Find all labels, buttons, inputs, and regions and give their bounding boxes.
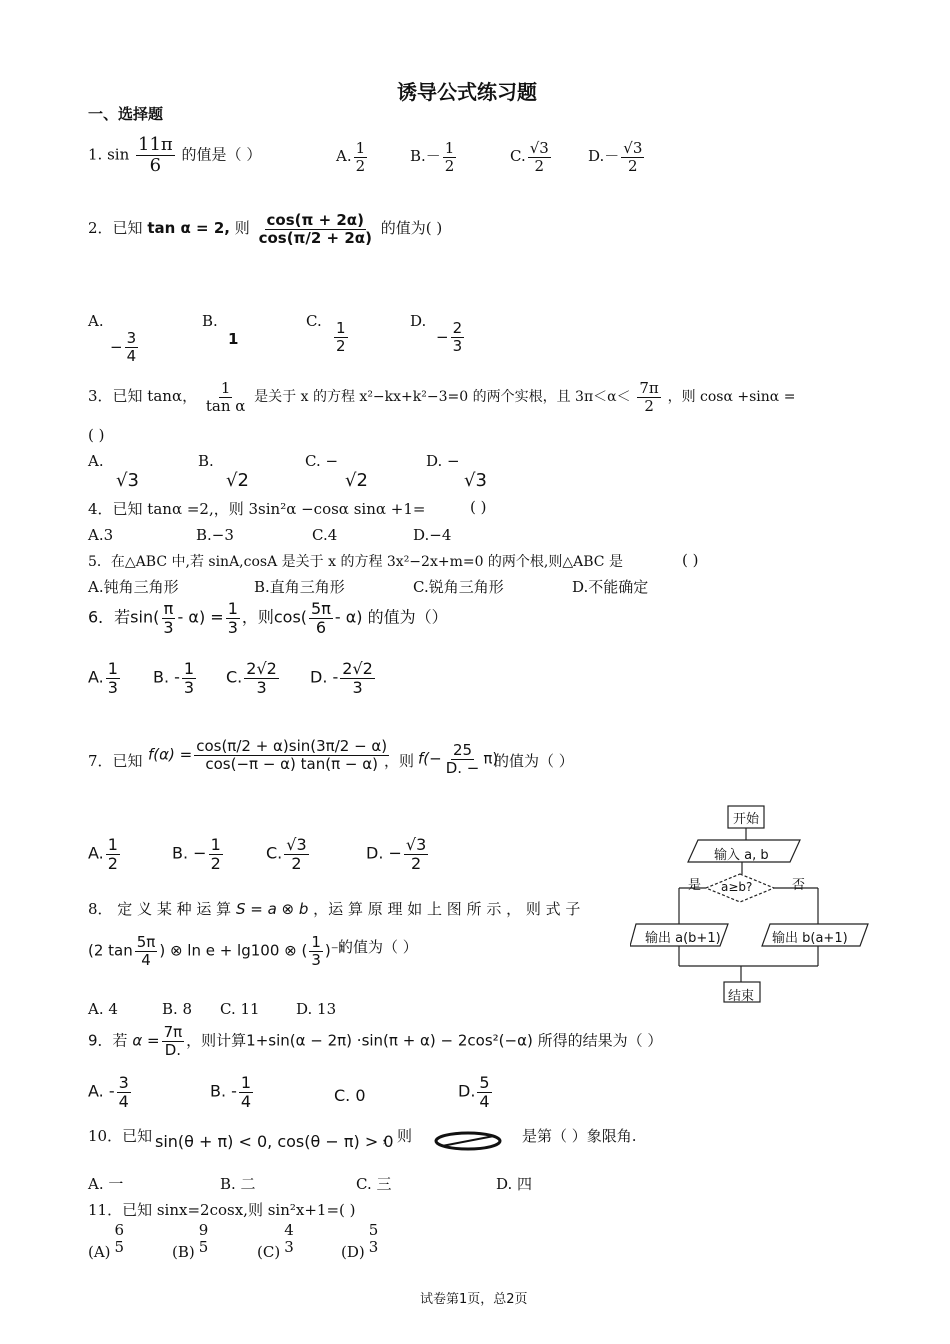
q1-c-den: 2 — [534, 156, 545, 175]
q8-expr: (2 tan — [88, 941, 133, 960]
q11-c-den: 3 — [284, 1237, 294, 1256]
q4-option-b: B.−3 — [196, 526, 234, 544]
q6-d1: 3 — [163, 617, 174, 637]
q6-lead: 6．若sin( — [88, 607, 160, 627]
q9-b-num: 1 — [240, 1073, 252, 1092]
q1-c-label: C. — [510, 147, 526, 165]
q7-b-frac — [209, 836, 223, 872]
q5-option-c: C.锐角三角形 — [413, 578, 504, 596]
q8-option-a: A. 4 — [88, 1000, 118, 1018]
q6-mid2: ，则cos( — [241, 607, 308, 627]
q3-lead: 3．已知 tanα， — [88, 387, 198, 405]
q3-mid: 是关于 x 的方程 x²−kx+k²−3=0 的两个实根，且 3π＜α＜ — [254, 389, 631, 405]
q10-option-d: D. 四 — [496, 1175, 533, 1193]
q3-option-d — [426, 452, 487, 491]
q7-eval-frac — [444, 742, 482, 776]
q10-option-c: C. 三 — [356, 1175, 392, 1193]
q3-d-value: √3 — [464, 470, 487, 491]
q2-d-value: − $\frac{2}{3}$ — [436, 319, 463, 355]
q7-den: cos(−π − α) tan(π − α) — [205, 754, 378, 773]
q11-option-d — [341, 1221, 382, 1261]
page-title: 诱导公式练习题 — [397, 80, 537, 104]
q1-option-a — [336, 140, 369, 174]
q7-function — [148, 738, 391, 772]
q11-a-frac — [113, 1222, 127, 1255]
q1-a-num: 1 — [355, 139, 366, 157]
q1-b-label: B.－ — [410, 147, 441, 165]
q7-eval — [418, 742, 498, 776]
q9-option-b — [210, 1074, 255, 1110]
q5-answer-paren: ( ) — [682, 551, 699, 569]
q3-a-value: √3 — [116, 470, 139, 491]
question-11: 11．已知 sinx=2cosx,则 sin²x+1=( ) — [88, 1201, 356, 1219]
q6-n3: 5π — [311, 599, 331, 618]
question-3 — [88, 380, 795, 414]
q2-b-value: 1 — [228, 330, 239, 348]
q3-answer-paren: ( ) — [88, 426, 105, 444]
q3-b-value: √2 — [226, 470, 249, 491]
q2-a-num: 3 — [126, 329, 137, 347]
q6-b-num: 1 — [183, 659, 195, 678]
q2-option-a — [88, 312, 137, 365]
q6-c-label: C. — [226, 667, 243, 687]
question-6 — [88, 600, 448, 636]
question-2 — [88, 212, 442, 246]
q1-fraction — [136, 135, 175, 176]
q7-d: D. − — [445, 758, 480, 777]
q6-d-num: 2√2 — [342, 659, 373, 678]
q11-b-label: (B) — [172, 1242, 195, 1261]
q3-c-value: √2 — [345, 470, 368, 491]
q3-tail: ，则 cosα +sinα = — [667, 389, 796, 405]
q9-a-num: 3 — [118, 1073, 129, 1092]
q7-a-den: 2 — [107, 853, 118, 873]
q6-n1: π — [163, 599, 174, 618]
q7-f2: f(− — [418, 749, 442, 768]
q2-option-d — [410, 312, 463, 364]
q7-fraction — [194, 738, 389, 772]
q3-d-label: D. − — [426, 452, 460, 470]
q1-b-den: 2 — [444, 156, 455, 175]
q8-option-c: C. 11 — [220, 1000, 260, 1018]
q7-option-c — [266, 836, 311, 872]
q1-frac-num: 11π — [138, 134, 173, 155]
q9-option-d — [458, 1074, 494, 1110]
q6-b-frac — [182, 660, 196, 696]
q1-option-d — [588, 140, 646, 174]
q6-d-den: 3 — [352, 677, 363, 697]
q11-d-num: 5 — [368, 1221, 379, 1239]
q6-frac-2 — [226, 600, 240, 636]
q1-a-frac — [354, 140, 368, 174]
q6-a-frac — [106, 660, 120, 696]
q11-d-frac — [367, 1222, 381, 1255]
q7-a-label: A. — [88, 843, 104, 863]
q8-expression — [88, 934, 345, 968]
q3-bound-num: 7π — [639, 379, 659, 397]
q9-b-label: B. - — [210, 1081, 237, 1101]
q4-option-a: A.3 — [88, 526, 114, 544]
q4-option-d: D.−4 — [413, 526, 452, 544]
q1-d-frac — [621, 140, 644, 174]
flow-start-label: 开始 — [733, 812, 760, 827]
q2-lead: 2．已知 — [88, 219, 143, 237]
q1-lead: 1. sin — [88, 145, 130, 164]
q2-a-den: 4 — [126, 346, 137, 365]
q11-c-num: 4 — [284, 1221, 294, 1239]
question-9 — [88, 1024, 662, 1058]
flow-end-label: 结束 — [728, 989, 755, 1004]
q2-d-label: D. — [410, 312, 427, 330]
q9-option-a — [88, 1074, 133, 1110]
page-footer: 试卷第1页，总2页 — [420, 1292, 528, 1307]
flowchart — [630, 800, 875, 1010]
q11-d-den: 3 — [368, 1237, 379, 1256]
q2-condition: tan α = 2, — [147, 219, 230, 237]
q1-a-den: 2 — [355, 156, 366, 175]
q7-b-num: 1 — [210, 835, 221, 854]
q2-then: 则 — [234, 219, 250, 237]
q8-text2: ，运 算 原 理 如 上 图 所 示 ， 则 式 子 — [313, 900, 581, 918]
flow-no-label: 否 — [792, 878, 806, 893]
q2-d-frac — [451, 320, 465, 354]
q6-d-label: D. — [310, 667, 328, 687]
q6-tail: - α) 的值为（） — [334, 607, 448, 627]
q9-a-den: 4 — [118, 1091, 129, 1111]
q9-alpha: α = — [132, 1031, 160, 1050]
q11-c-label: (C) — [257, 1242, 281, 1261]
flow-condition-label: a≥b? — [721, 880, 753, 894]
flow-input-label: 输入 a, b — [714, 848, 769, 863]
q1-b-num: 1 — [444, 139, 455, 157]
q11-a-label: (A) — [88, 1242, 111, 1261]
q8-option-b: B. 8 — [162, 1000, 193, 1018]
q9-option-c: C. 0 — [334, 1086, 366, 1105]
q1-option-b — [410, 140, 458, 174]
q9-b-den: 4 — [240, 1091, 252, 1111]
q7-c-frac — [284, 836, 308, 872]
q3-option-b — [198, 452, 249, 491]
q9-expr: 1+sin(α − 2π) ·sin(π + α) − 2cos²(−α) — [246, 1031, 533, 1050]
q2-d-den: 3 — [452, 336, 463, 355]
q8-text: 8． 定 义 某 种 运 算 — [88, 900, 232, 918]
q2-option-b — [202, 312, 239, 348]
q6-c-num: 2√2 — [246, 659, 277, 678]
q9-d-den: 4 — [479, 1091, 490, 1111]
q2-c-label: C. — [306, 312, 322, 330]
q3-bound-frac — [637, 380, 660, 414]
q7-lead: 7．已知 — [88, 752, 143, 770]
q2-option-c — [306, 312, 346, 364]
q9-lead: 9．若 — [88, 1031, 128, 1050]
q11-b-num: 9 — [198, 1221, 209, 1239]
q6-option-b: B. - $\frac{1}{3}$ — [153, 659, 195, 697]
q6-d3: 6 — [315, 617, 327, 637]
q1-c-num: √3 — [529, 139, 549, 157]
q9-tail: 所得的结果为（ ） — [537, 1031, 663, 1050]
q6-mid1: - α) = — [177, 607, 224, 627]
q6-d-frac — [340, 660, 375, 696]
q3-bound-den: 2 — [644, 396, 654, 415]
q7-tail: 的值为（ ） — [494, 752, 574, 770]
q1-d-den: 2 — [628, 156, 638, 175]
question-5: 5．在△ABC 中,若 sinA,cosA 是关于 x 的方程 3x²−2x+m=0 的两个根,则△ABC 是 — [88, 554, 623, 570]
q7-n: 25 — [452, 741, 473, 759]
q7-then: ，则 — [384, 752, 415, 770]
q11-b-frac — [197, 1222, 211, 1255]
flow-output-2-label: 输出 b(a+1) — [772, 931, 848, 946]
q2-tail: 的值为( ) — [380, 219, 443, 237]
q9-d-frac — [477, 1074, 491, 1110]
q3-c-label: C. − — [305, 452, 339, 470]
question-1 — [88, 135, 261, 176]
q8-in: 1 — [311, 933, 321, 951]
q6-frac-1 — [161, 600, 175, 636]
q6-a-num: 1 — [107, 659, 118, 678]
q3-b-label: B. — [198, 452, 214, 470]
q11-c-frac — [282, 1222, 296, 1255]
q7-d-label: D. − — [366, 843, 402, 863]
q9-d-num: 5 — [479, 1073, 490, 1092]
q3-fraction — [204, 380, 248, 414]
q9-b-frac — [239, 1074, 253, 1110]
q1-d-label: D.－ — [588, 147, 620, 165]
q6-n2: 1 — [227, 599, 238, 618]
q11-option-c — [257, 1221, 298, 1261]
q9-a-label: A. - — [88, 1081, 115, 1101]
q2-c-frac — [334, 320, 348, 354]
q6-c-frac — [244, 660, 279, 696]
q3-a-label: A. — [88, 452, 104, 470]
q7-f2tail: π) — [483, 749, 499, 768]
q11-d-label: (D) — [341, 1242, 365, 1261]
q3-frac-den: tan α — [205, 396, 246, 415]
q2-d-num: 2 — [452, 319, 463, 337]
q8-ed: 4 — [141, 950, 151, 969]
q6-d2: 3 — [227, 617, 238, 637]
flow-yes-label: 是 — [688, 878, 702, 893]
q7-d-frac — [404, 836, 428, 872]
q10-option-a: A. 一 — [88, 1175, 124, 1193]
q9-n: 7π — [163, 1023, 183, 1041]
q7-a-frac — [106, 836, 120, 872]
q8-frac-2 — [309, 934, 323, 968]
q7-c-num: √3 — [286, 835, 307, 854]
q4-option-c: C.4 — [312, 526, 338, 544]
q1-a-label: A. — [336, 147, 352, 165]
q3-frac-num: 1 — [220, 379, 231, 397]
q6-a-label: A. — [88, 667, 104, 687]
q3-option-a — [88, 452, 139, 491]
q7-option-a — [88, 836, 122, 872]
q7-c-label: C. — [266, 843, 283, 863]
q2-fraction — [257, 212, 374, 246]
q7-num: cos(π/2 + α)sin(3π/2 − α) — [196, 737, 388, 755]
question-4: 4．已知 tanα =2,，则 3sin²α −cosα sinα +1= — [88, 500, 426, 518]
q10-tail: 是第（ ）象限角. — [522, 1127, 637, 1145]
section-heading: 一、选择题 — [88, 105, 164, 123]
q2-a-label: A. — [88, 312, 104, 330]
q6-option-c — [226, 660, 281, 696]
q2-a-frac — [125, 330, 139, 364]
q7-f: f(α) = — [148, 745, 193, 764]
q6-b-label: B. — [153, 667, 170, 687]
q8-expr3: )⁻¹ — [324, 941, 345, 960]
q10-then: ，则 — [382, 1127, 413, 1145]
q9-a-frac — [117, 1074, 131, 1110]
q8-option-d: D. 13 — [296, 1000, 337, 1018]
q10-condition: sin(θ + π) < 0, cos(θ − π) > 0 — [155, 1132, 394, 1151]
q6-c-den: 3 — [256, 677, 267, 697]
q2-b-label: B. — [202, 312, 218, 330]
q10-garbled-formula-image — [432, 1128, 504, 1154]
q1-frac-den: 6 — [149, 154, 162, 176]
q7-c-den: 2 — [291, 853, 302, 873]
q6-b-den: 3 — [183, 677, 195, 697]
q4-answer-paren: ( ) — [470, 498, 487, 516]
q8-en: 5π — [136, 933, 156, 951]
q1-option-c — [510, 140, 553, 174]
q7-d-den: 2 — [411, 853, 422, 873]
q7-b-label: B. − — [172, 843, 207, 863]
q9-mid: ，则计算 — [186, 1031, 247, 1050]
q7-option-b — [172, 836, 225, 872]
q1-c-frac — [528, 140, 551, 174]
q9-frac — [162, 1024, 185, 1058]
q2-c-num: 1 — [336, 319, 346, 337]
q8-tail: 的值为（ ） — [338, 938, 418, 956]
q3-option-c — [305, 452, 368, 491]
q10-lead: 10．已知 — [88, 1127, 153, 1145]
q11-a-num: 6 — [114, 1221, 125, 1239]
q6-option-d: D. - $\frac{2√2}{3}$ — [310, 659, 373, 697]
q11-b-den: 5 — [198, 1237, 209, 1256]
q2-den: cos(π/2 + 2α) — [258, 228, 372, 247]
q5-option-b: B.直角三角形 — [254, 578, 345, 596]
q10-option-b: B. 二 — [220, 1175, 256, 1193]
q1-b-frac — [443, 140, 457, 174]
question-8 — [88, 898, 580, 919]
q7-option-d — [366, 836, 430, 872]
q7-a-num: 1 — [107, 835, 118, 854]
q5-option-d: D.不能确定 — [572, 578, 649, 596]
q9-d: D. — [164, 1040, 182, 1059]
flow-output-1-label: 输出 a(b+1) — [645, 931, 721, 946]
q5-option-a: A.钝角三角形 — [88, 578, 179, 596]
q2-a-value: − $\frac{3}{4}$ — [110, 329, 137, 365]
q2-num: cos(π + 2α) — [266, 211, 364, 229]
q9-d-label: D. — [458, 1081, 476, 1101]
q11-option-b — [172, 1221, 212, 1261]
q7-b-den: 2 — [210, 853, 221, 873]
q6-frac-3 — [309, 600, 333, 636]
q11-option-a — [88, 1221, 128, 1261]
q8-id: 3 — [311, 950, 321, 969]
q6-a-den: 3 — [107, 677, 118, 697]
q8-expr2: ) ⊗ ln e + lg100 ⊗ ( — [159, 941, 308, 960]
q11-a-den: 5 — [114, 1237, 125, 1256]
q1-d-num: √3 — [623, 139, 643, 157]
q7-d-num: √3 — [405, 835, 427, 854]
q1-tail: 的值是（ ） — [181, 145, 262, 164]
q6-option-a — [88, 660, 122, 696]
q8-op: S = a ⊗ b — [235, 900, 309, 918]
q8-frac-1 — [135, 934, 158, 968]
q2-c-den: 2 — [336, 336, 346, 355]
